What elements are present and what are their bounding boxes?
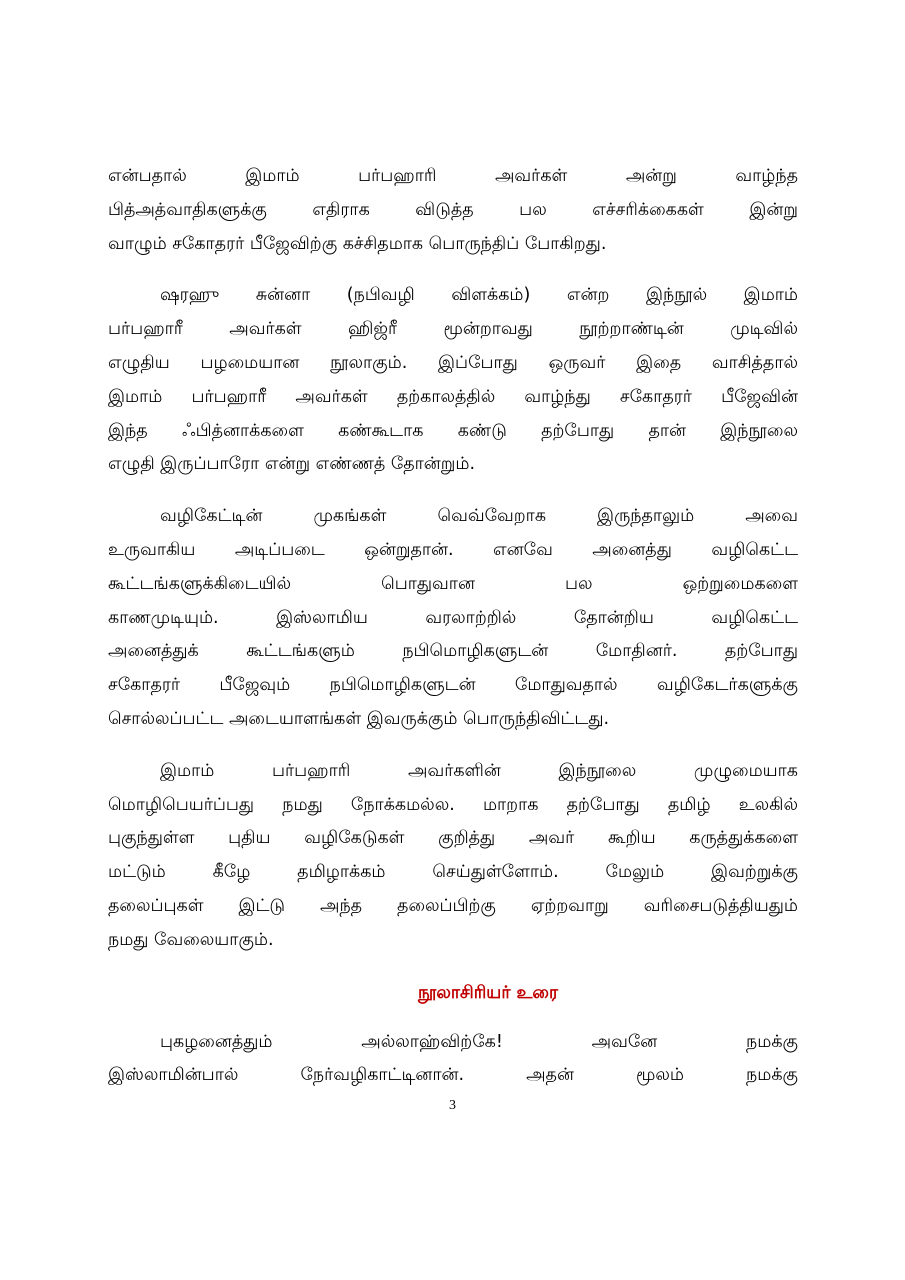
- text-line: இமாம் பர்பஹாரீ அவர்கள் தற்காலத்தில் வாழ்ந்து சகோதரர் பீஜேவின்: [108, 386, 798, 407]
- paragraph-sharhus-sunnah: [108, 279, 798, 482]
- text-line: சொல்லப்பட்ட அடையாளங்கள் இவருக்கும் பொருந்திவிட்டது.: [108, 708, 610, 729]
- text-line: அனைத்துக் கூட்டங்களும் நபிமொழிகளுடன் மோதினர். தற்போது: [108, 641, 798, 662]
- text-line: காணமுடியும். இஸ்லாமிய வரலாற்றில் தோன்றிய வழிகெட்ட: [108, 607, 798, 628]
- text-line: உருவாகிய அடிப்படை ஒன்றுதான். எனவே அனைத்து வழிகெட்ட: [108, 539, 798, 560]
- text-line: இமாம் பர்பஹாரி அவர்களின் இந்நூலை முழுமையாக: [160, 760, 798, 781]
- text-line: என்பதால் இமாம் பர்பஹாரி அவர்கள் அன்று வாழ்ந்த: [108, 166, 798, 186]
- text-line: எழுதிய பழமையான நூலாகும். இப்போது ஒருவர் இதை வாசித்தால்: [108, 352, 798, 373]
- text-line: சகோதரர் பீஜேவும் நபிமொழிகளுடன் மோதுவதால் வழிகேடர்களுக்கு: [108, 675, 798, 696]
- text-line: மொழிபெயர்ப்பது நமது நோக்கமல்ல. மாறாக தற்போது தமிழ் உலகில்: [108, 794, 798, 815]
- paragraph-author-preface: [108, 1026, 798, 1094]
- text-line: எழுதி இருப்பாரோ என்று எண்ணத் தோன்றும்.: [108, 454, 476, 475]
- page-number: 3: [449, 1098, 456, 1113]
- text-line: பர்பஹாரீ அவர்கள் ஹிஜ்ரீ மூன்றாவது நூற்றாண்டின் முடிவில்: [108, 319, 798, 340]
- text-line: புகுந்துள்ள புதிய வழிகேடுகள் குறித்து அவர் கூறிய கருத்துக்களை: [108, 828, 798, 849]
- text-line: இந்த ஃபித்னாக்களை கண்கூடாக கண்டு தற்போது தான் இந்நூலை: [108, 420, 798, 441]
- paragraph-translation-purpose: [108, 755, 798, 958]
- section-heading: நூலாசிரியர் உரை: [417, 982, 559, 1003]
- text-line: இஸ்லாமின்பால் நேர்வழிகாட்டினான். அதன் மூலம் நமக்கு: [108, 1065, 798, 1086]
- text-line: வாழும் சகோதரர் பீஜேவிற்கு கச்சிதமாக பொருந்திப் போகிறது.: [108, 233, 607, 254]
- text-line: புகழனைத்தும் அல்லாஹ்விற்கே! அவனே நமக்கு: [160, 1031, 798, 1052]
- text-line: மட்டும் கீழே தமிழாக்கம் செய்துள்ளோம். மேலும் இவற்றுக்கு: [108, 862, 798, 883]
- text-line: வழிகேட்டின் முகங்கள் வெவ்வேறாக இருந்தாலும் அவை: [160, 506, 798, 527]
- text-line: தலைப்புகள் இட்டு அந்த தலைப்பிற்கு ஏற்றவாறு வரிசைபடுத்தியதும்: [108, 895, 798, 916]
- text-line: நமது வேலையாகும்.: [108, 929, 274, 950]
- text-line: பித்அத்வாதிகளுக்கு எதிராக விடுத்த பல எச்சரிக்கைகள் இன்று: [108, 199, 798, 220]
- page-content: [108, 160, 798, 1111]
- text-line: கூட்டங்களுக்கிடையில் பொதுவான பல ஒற்றுமைகளை: [108, 573, 798, 594]
- paragraph-continuation: [108, 160, 798, 261]
- paragraph-misguidance: [108, 500, 798, 737]
- text-line: ஷரஹு சுன்னா (நபிவழி விளக்கம்) என்ற இந்நூல் இமாம்: [160, 285, 798, 306]
